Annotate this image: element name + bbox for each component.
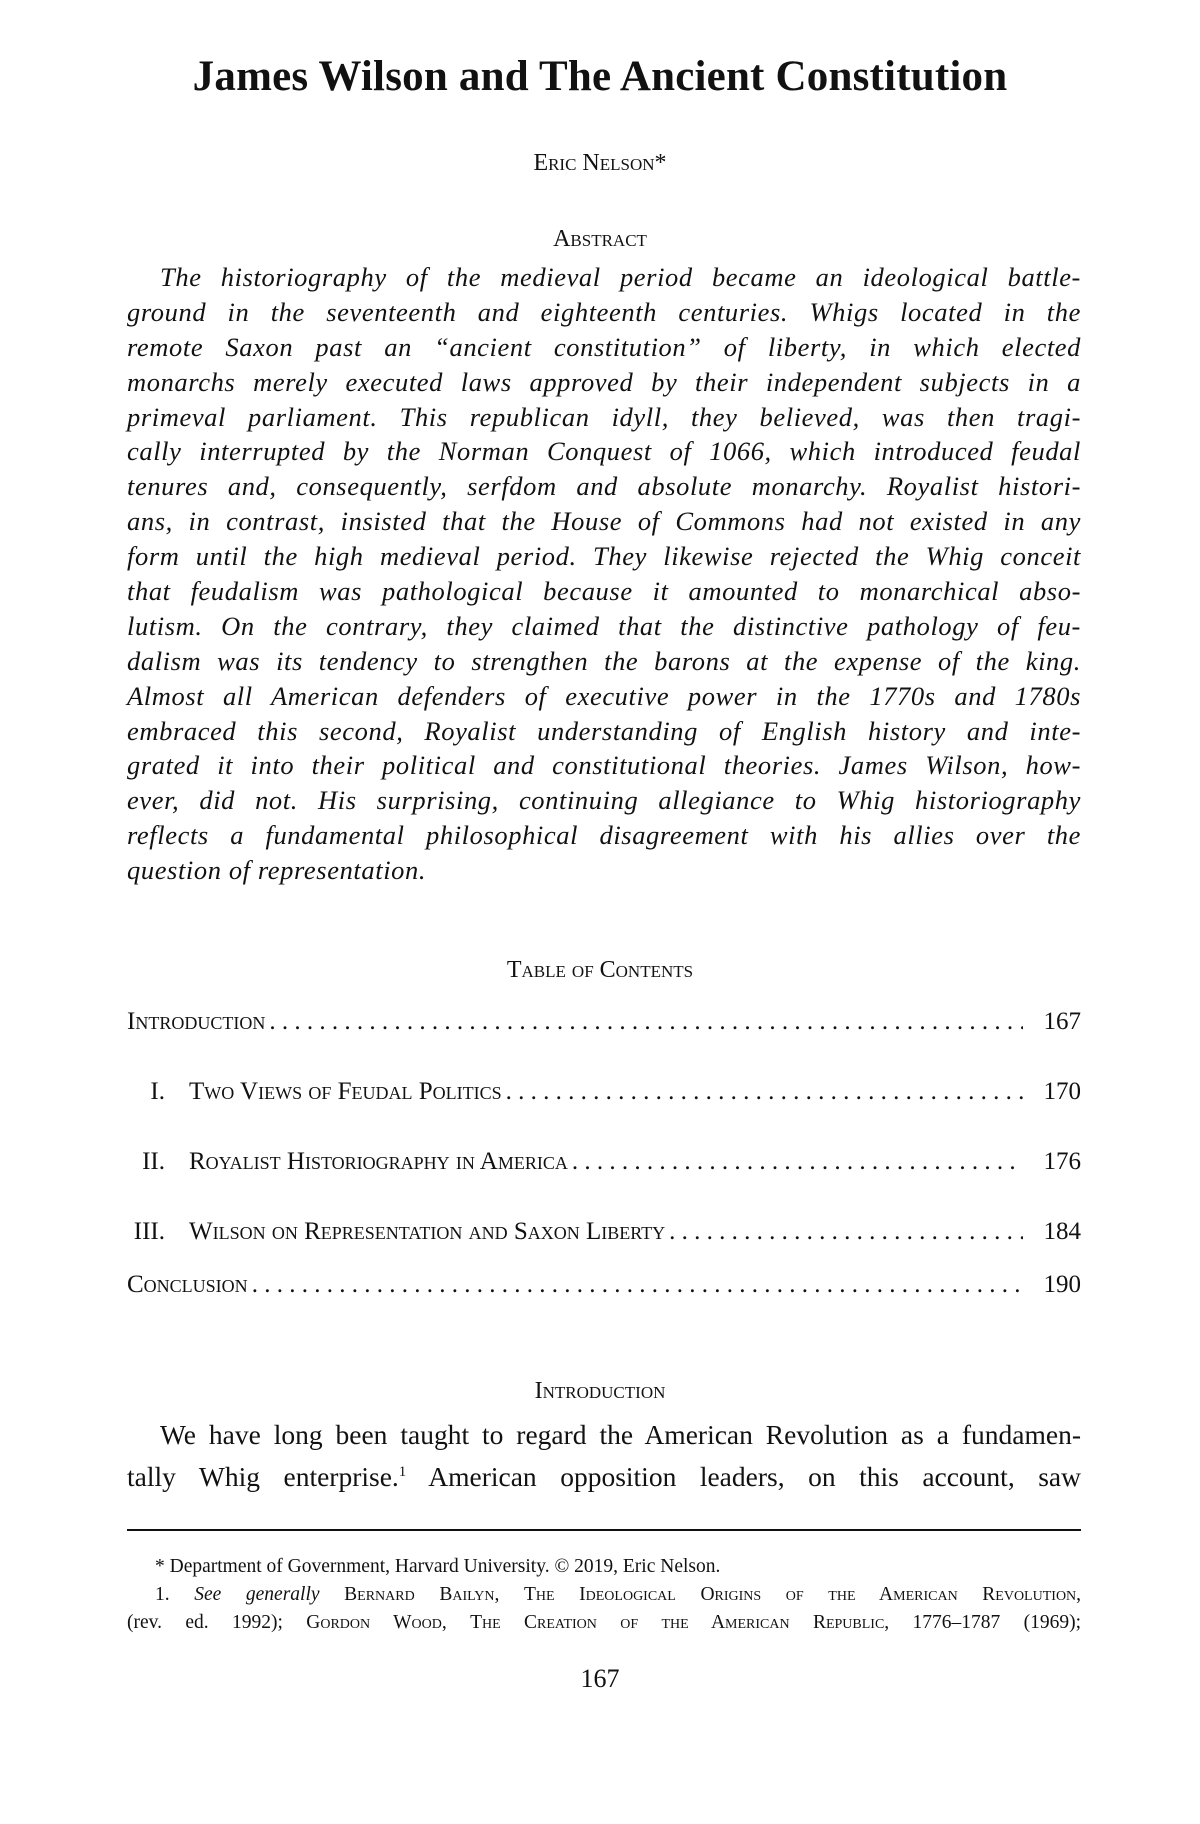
footnote-separator — [127, 1529, 1081, 1531]
footnote-reference[interactable]: 1 — [398, 1463, 407, 1480]
introduction-body — [127, 1414, 1081, 1498]
abstract-line: tenures and, consequently, serfdom and absolute monarchy. Royalist histori- — [127, 471, 1081, 502]
abstract-line: reflects a fundamental philosophical disagreement with his allies over the — [127, 820, 1081, 851]
abstract-line: ever, did not. His surprising, continuing allegiance to Whig historiography — [127, 785, 1081, 816]
toc-entry-page: 190 — [1043, 1271, 1081, 1298]
toc-entry-page: 176 — [1043, 1148, 1081, 1175]
abstract-line: embraced this second, Royalist understanding of English history and inte- — [127, 715, 1081, 746]
footnote-1-line-1: 1. See generally Bernard Bailyn, The Ideological Origins of the American Revolution, — [155, 1584, 1082, 1605]
toc-entry-section-2[interactable] — [127, 1146, 1081, 1178]
abstract-line: cally interrupted by the Norman Conquest of 1066, which introduced feudal — [127, 436, 1081, 467]
toc-leader-dots — [572, 1146, 1023, 1178]
toc-heading: Table of Contents — [506, 957, 694, 983]
abstract-heading: Abstract — [553, 226, 647, 252]
author-footnote: * Department of Government, Harvard University. © 2019, Eric Nelson. — [155, 1556, 721, 1577]
citation-signal: See generally — [194, 1584, 320, 1605]
abstract-line: lutism. On the contrary, they claimed that the distinctive pathology of feu- — [127, 610, 1081, 641]
citation-title: The Creation of the American Republic — [470, 1612, 885, 1633]
toc-entry-conclusion[interactable] — [127, 1269, 1081, 1301]
toc-entry-page: 170 — [1043, 1078, 1081, 1105]
abstract-line: that feudalism was pathological because it amounted to monarchical abso- — [127, 576, 1081, 607]
abstract-line: remote Saxon past an “ancient constitution” of liberty, in which elected — [127, 331, 1081, 362]
body-line — [127, 1456, 1081, 1498]
toc-leader-dots — [269, 1006, 1023, 1038]
citation-text: , 1776–1787 (1969); — [884, 1612, 1082, 1633]
introduction-heading: Introduction — [534, 1378, 666, 1404]
abstract-line: Almost all American defenders of executive power in the 1770s and 1780s — [127, 680, 1081, 711]
citation-title: The Ideological Origins of the American Revolution, — [523, 1584, 1082, 1605]
toc-leader-dots — [506, 1076, 1023, 1108]
body-text-run: American opposition leaders, on this account, saw — [406, 1461, 1081, 1492]
toc-entry-page: 167 — [1043, 1008, 1081, 1035]
body-line: We have long been taught to regard the American Revolution as a fundamen- — [160, 1419, 1081, 1450]
body-text-run: tally Whig enterprise. — [127, 1461, 399, 1492]
toc-entry-introduction[interactable] — [127, 1006, 1081, 1038]
citation-author: Gordon Wood — [306, 1612, 442, 1633]
abstract-line: ans, in contrast, insisted that the House of Commons had not existed in any — [127, 506, 1081, 537]
toc-entry-label: Wilson on Representation and Saxon Liberty — [189, 1218, 666, 1245]
toc-entry-label: Two Views of Feudal Politics — [189, 1078, 502, 1105]
toc-entry-label: Royalist Historiography in America — [189, 1148, 568, 1175]
citation-text: (rev. ed. 1992); — [127, 1612, 283, 1633]
abstract-line: dalism was its tendency to strengthen the barons at the expense of the king. — [127, 645, 1081, 676]
footnotes — [127, 1553, 1081, 1637]
toc-leader-dots — [252, 1269, 1023, 1301]
footnote-number: 1. — [155, 1584, 170, 1605]
toc-entry-number: III. — [133, 1218, 165, 1245]
abstract-line: ground in the seventeenth and eighteenth centuries. Whigs located in the — [127, 296, 1081, 327]
toc-entry-number: I. — [150, 1078, 165, 1105]
toc-entry-section-1[interactable] — [127, 1076, 1081, 1108]
toc-entry-number: II. — [142, 1148, 165, 1175]
toc-entry-section-3[interactable] — [127, 1216, 1081, 1248]
toc-leader-dots — [669, 1216, 1023, 1248]
abstract-line: primeval parliament. This republican idyll, they believed, was then tragi- — [127, 401, 1081, 432]
abstract-body — [127, 260, 1081, 888]
author-name: Eric Nelson* — [533, 150, 667, 176]
abstract-line: grated it into their political and constitutional theories. James Wilson, how- — [127, 750, 1081, 781]
abstract-line: question of representation. — [127, 855, 427, 886]
footnote-1-line-2: (rev. ed. 1992); Gordon Wood, The Creation of the American Republic, 1776–1787 (1969); — [127, 1612, 1082, 1633]
toc-entry-label: Introduction — [127, 1008, 266, 1035]
toc-entry-label: Conclusion — [127, 1271, 248, 1298]
citation-author: Bernard Bailyn — [344, 1584, 495, 1605]
abstract-line: monarchs merely executed laws approved by their independent subjects in a — [127, 366, 1081, 397]
page-number: 167 — [580, 1664, 620, 1693]
toc-entry-page: 184 — [1043, 1218, 1081, 1245]
abstract-line: form until the high medieval period. They likewise rejected the Whig conceit — [127, 541, 1081, 572]
article-title: James Wilson and The Ancient Constitution — [192, 53, 1008, 100]
abstract-line: The historiography of the medieval period became an ideological battle- — [160, 262, 1081, 292]
